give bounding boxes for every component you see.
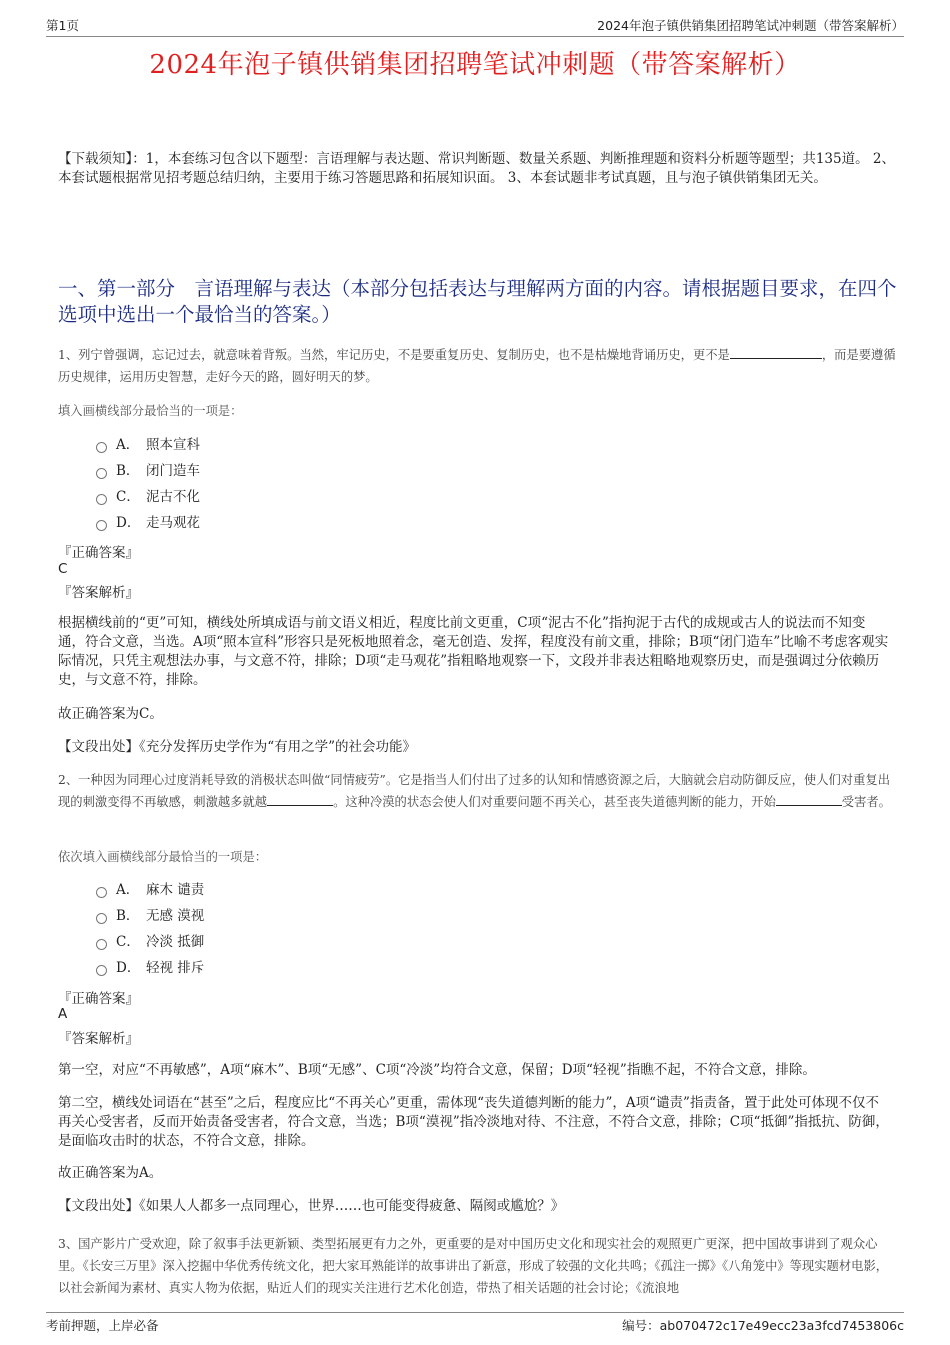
question-2-stem [58, 769, 898, 813]
q2-blank-2 [776, 791, 842, 806]
q1-stem-part-a: 1、列宁曾强调，忘记过去，就意味着背叛。当然，牢记历史，不是要重复历史、复制历史，也不是枯燥地背诵历史，更不是 [58, 348, 730, 362]
q1-blank [730, 344, 822, 359]
radio-icon[interactable] [96, 939, 107, 950]
page-footer [46, 1312, 904, 1333]
q1-answer: C [58, 561, 68, 577]
radio-icon[interactable] [96, 965, 107, 976]
q2-option-d[interactable]: D． 轻视 排斥 [96, 955, 204, 981]
q1-stem-part-b: ，而是要遵循历史规律，运用历史智慧，走好今天的路，圆好明天的梦。 [58, 348, 896, 384]
q2-option-b[interactable]: B． 无感 漠视 [96, 903, 204, 929]
header-doc-title: 2024年泡子镇供销集团招聘笔试冲刺题（带答案解析） [597, 18, 904, 33]
page-number: 第1页 [46, 18, 79, 33]
q1-analysis-label: 『答案解析』 [58, 585, 139, 601]
q2-source: 【文段出处】《如果人人都多一点同理心，世界……也可能变得疲惫、隔阂或尴尬？》 [58, 1198, 565, 1214]
q1-answer-label: 『正确答案』 [58, 545, 139, 561]
q1-option-a[interactable]: A． 照本宣科 [96, 432, 200, 458]
radio-icon[interactable] [96, 520, 107, 531]
question-1-stem [58, 344, 898, 388]
q2-analysis-2: 第二空，横线处词语在“甚至”之后，程度应比“不再关心”更重，需体现“丧失道德判断的能力”，A项“谴责”指责备，置于此处可体现不仅不再关心受害者，反而开始责备受害者，符合文意，当选；B项“漠视”指冷淡地对待、不注意，不符合文意，排除；C项“抵御”指抵抗、防御，是面临攻击时的状态，不符合文意，排除。 [58, 1095, 889, 1149]
q1-prompt: 填入画横线部分最恰当的一项是： [58, 404, 243, 418]
q1-option-c[interactable]: C． 泥古不化 [96, 484, 200, 510]
q2-prompt: 依次填入画横线部分最恰当的一项是： [58, 850, 268, 864]
q2-stem-part-c: 受害者。 [841, 795, 891, 809]
q2-analysis-label: 『答案解析』 [58, 1031, 139, 1047]
q1-analysis: 根据横线前的“更”可知，横线处所填成语与前文语义相近，程度比前文更重，C项“泥古不化”指拘泥于古代的成规或古人的说法而不知变通，符合文意，当选。A项“照本宣科”形容只是死板地照着念，毫无创造、发挥，程度没有前文重，排除；B项“闭门造车”比喻不考虑客观实际情况，只凭主观想法办事，与文意不符，排除；D项“走马观花”指粗略地观察一下，文段并非表达粗略地观察历史，而是强调过分依赖历史，与文意不符，排除。 [58, 615, 889, 688]
q1-option-b[interactable]: B． 闭门造车 [96, 458, 200, 484]
q1-source: 【文段出处】《充分发挥历史学作为“有用之学”的社会功能》 [58, 739, 417, 755]
q1-option-d[interactable]: D． 走马观花 [96, 510, 200, 536]
q1-conclusion: 故正确答案为C。 [58, 706, 163, 722]
document-title: 2024年泡子镇供销集团招聘笔试冲刺题（带答案解析） [149, 50, 801, 80]
q2-blank-1 [267, 791, 333, 806]
page-header [46, 14, 904, 37]
radio-icon[interactable] [96, 494, 107, 505]
footer-slogan: 考前押题，上岸必备 [46, 1318, 159, 1333]
question-3-stem: 3、国产影片广受欢迎，除了叙事手法更新颖、类型拓展更有力之外，更重要的是对中国历史文化和现实社会的观照更广更深，把中国故事讲到了观众心里。《长安三万里》深入挖掘中华优秀传统文化，把大家耳熟能详的故事讲出了新意，形成了较强的文化共鸣；《孤注一掷》《八角笼中》等现实题材电影，以社会新闻为素材、真实人物为依据，贴近人们的现实关注进行艺术化创造，带热了相关话题的社会讨论；《流浪地 [58, 1237, 889, 1295]
q1-options [96, 432, 200, 536]
radio-icon[interactable] [96, 442, 107, 453]
q2-answer-label: 『正确答案』 [58, 991, 139, 1007]
radio-icon[interactable] [96, 887, 107, 898]
download-notice: 【下载须知】：1，本套练习包含以下题型：言语理解与表达题、常识判断题、数量关系题、判断推理题和资料分析题等题型；共135道。 2、本套试题根据常见招考题总结归纳，主要用于练习答题思路和拓展知识面。 3、本套试题非考试真题，且与泡子镇供销集团无关。 [58, 151, 895, 186]
footer-serial: 编号：ab070472c17e49ecc23a3fcd7453806c [622, 1318, 904, 1333]
q2-answer: A [58, 1006, 68, 1022]
section-heading: 一、第一部分 言语理解与表达（本部分包括表达与理解两方面的内容。请根据题目要求，在四个选项中选出一个最恰当的答案。） [58, 277, 897, 326]
q2-options [96, 877, 204, 981]
q2-option-c[interactable]: C． 冷淡 抵御 [96, 929, 204, 955]
radio-icon[interactable] [96, 468, 107, 479]
q2-stem-part-b: 。这种冷漠的状态会使人们对重要问题不再关心，甚至丧失道德判断的能力，开始 [333, 795, 776, 809]
q2-conclusion: 故正确答案为A。 [58, 1165, 163, 1181]
q2-stem-part-a: 2、一种因为同理心过度消耗导致的消极状态叫做“同情疲劳”。它是指当人们付出了过多的认知和情感资源之后，大脑就会启动防御反应，使人们对重复出现的刺激变得不再敏感，刺激越多就越 [58, 773, 890, 809]
q2-option-a[interactable]: A． 麻木 谴责 [96, 877, 204, 903]
q2-analysis-1: 第一空，对应“不再敏感”，A项“麻木”、B项“无感”、C项“冷淡”均符合文意，保留；D项“轻视”指瞧不起，不符合文意，排除。 [58, 1062, 816, 1078]
radio-icon[interactable] [96, 913, 107, 924]
